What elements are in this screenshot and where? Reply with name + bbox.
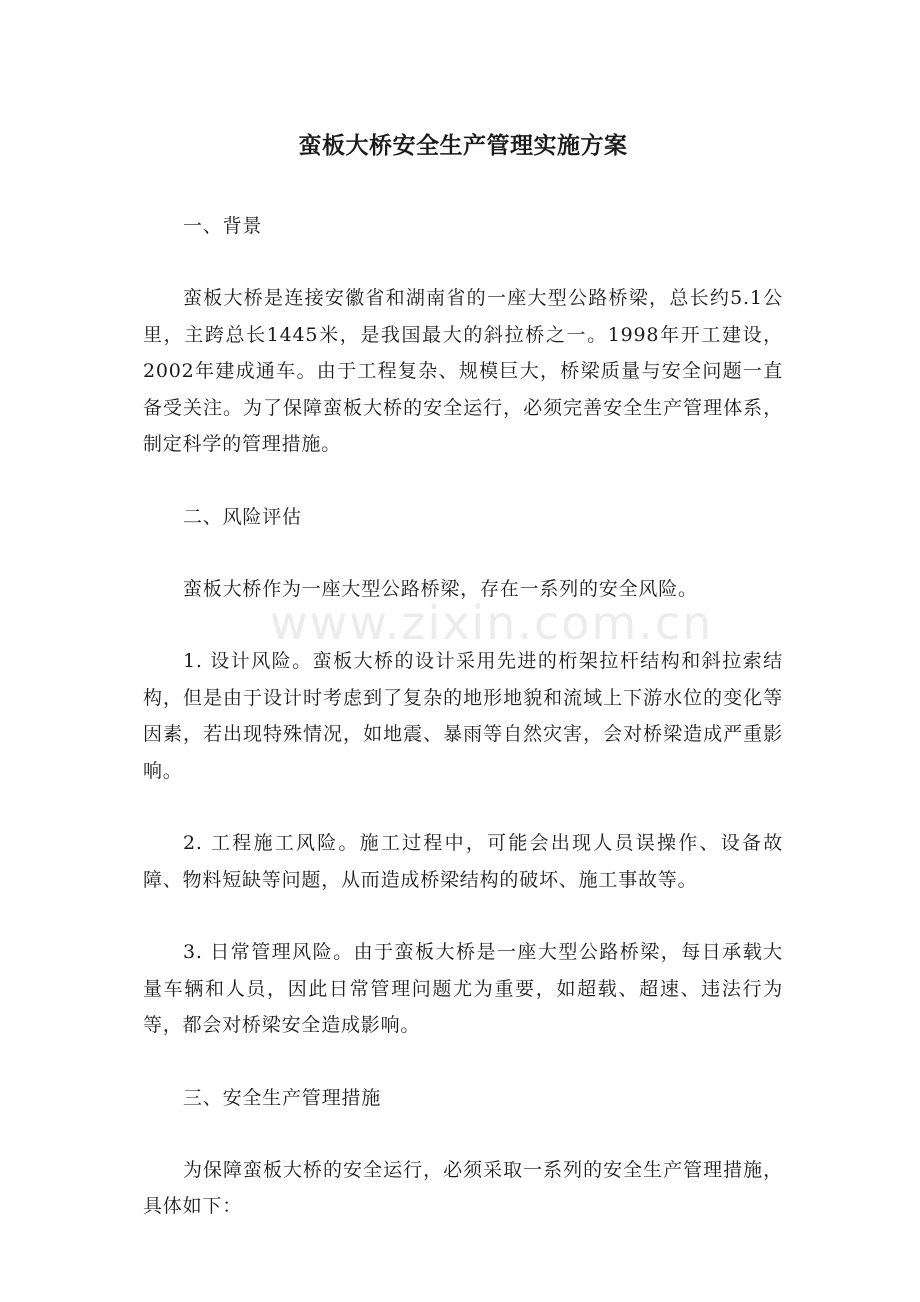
section-heading-background: 一、背景	[183, 215, 263, 237]
paragraph-risk-item-1: 1. 设计风险。蛮板大桥的设计采用先进的桁架拉杆结构和斜拉索结构，但是由于设计时考虑到了复杂的地形地貌和流域上下游水位的变化等因素，若出现特殊情况，如地震、暴雨等自然灾害，会对桥梁造成严重影响。	[143, 650, 783, 782]
paragraph-risk-item-2: 2. 工程施工风险。施工过程中，可能会出现人员误操作、设备故障、物料短缺等问题，从而造成桥梁结构的破坏、施工事故等。	[143, 832, 783, 891]
document-title: 蛮板大桥安全生产管理实施方案	[298, 133, 628, 159]
paragraph-risk-intro: 蛮板大桥作为一座大型公路桥梁，存在一系列的安全风险。	[183, 577, 698, 600]
paragraph-background: 蛮板大桥是连接安徽省和湖南省的一座大型公路桥梁，总长约5.1公里，主跨总长1445米，是我国最大的斜拉桥之一。1998年开工建设，2002年建成通车。由于工程复杂、规模巨大，桥梁质量与安全问题一直备受关注。为了保障蛮板大桥的安全运行，必须完善安全生产管理体系，制定科学的管理措施。	[143, 287, 783, 455]
section-heading-measures: 三、安全生产管理措施	[183, 1086, 382, 1109]
document-body	[143, 120, 783, 1225]
paragraph-risk-item-3: 3. 日常管理风险。由于蛮板大桥是一座大型公路桥梁，每日承载大量车辆和人员，因此日常管理问题尤为重要，如超载、超速、违法行为等，都会对桥梁安全造成影响。	[143, 941, 783, 1036]
section-heading-risk: 二、风险评估	[183, 505, 302, 528]
watermark: www.zixin.com.cn	[270, 596, 714, 650]
paragraph-measures-intro: 为保障蛮板大桥的安全运行，必须采取一系列的安全生产管理措施，具体如下：	[143, 1158, 783, 1217]
